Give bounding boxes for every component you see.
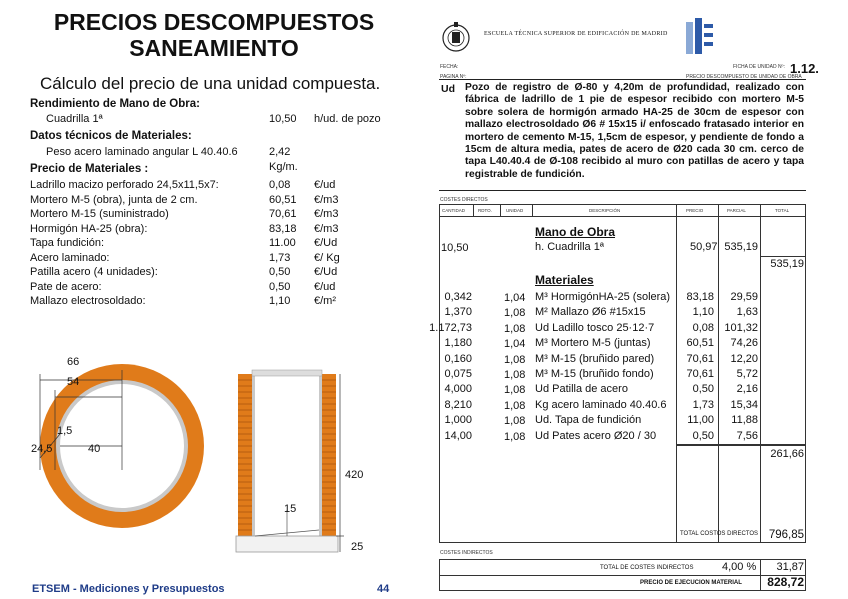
material-row-cant: 1,180 — [444, 337, 472, 350]
material-row-price: 60,51 — [686, 337, 714, 350]
material-row-price: 11,00 — [687, 414, 714, 427]
material-row-cant: 0,342 — [444, 291, 472, 303]
material-row-rdto: 1,08 — [504, 430, 526, 443]
costes-indirectos-label: COSTES INDIRECTOS — [440, 550, 493, 556]
indirectos-label: TOTAL DE COSTES INDIRECTOS — [600, 565, 694, 571]
material-name: Pate de acero: — [30, 280, 102, 293]
material-unit: €/m3 — [314, 193, 339, 206]
material-row-price: 70,61 — [686, 368, 714, 380]
dim-420: 420 — [345, 469, 364, 481]
material-unit: €/Ud — [314, 237, 338, 249]
labor-value: 10,50 — [269, 113, 297, 125]
dim-24-5: 24,5 — [31, 443, 53, 455]
material-name: Tapa fundición: — [30, 237, 104, 249]
dim-66: 66 — [67, 356, 80, 368]
material-row-partial: 5,72 — [736, 368, 758, 380]
material-value: 83,18 — [269, 222, 297, 235]
material-row-cant: 1,370 — [444, 306, 472, 319]
material-row-cant: 14,00 — [444, 429, 472, 442]
col-parcial: PARCIAL — [727, 208, 746, 213]
material-value: 70,61 — [269, 208, 297, 220]
tech-name: Peso acero laminado angular L 40.40.6 — [46, 146, 238, 158]
material-unit: €/ud — [314, 179, 336, 191]
material-row-desc: Ud Pates acero Ø20 / 30 — [535, 429, 657, 442]
material-name: Mortero M-5 (obra), junta de 2 cm. — [30, 193, 198, 206]
labor-name: Cuadrilla 1ª — [46, 113, 103, 125]
material-unit: €/m3 — [314, 208, 339, 220]
material-row-rdto: 1,08 — [504, 384, 526, 397]
col-total: TOTAL — [775, 208, 790, 213]
dim-1-5: 1,5 — [57, 425, 73, 437]
indirectos-value: 31,87 — [776, 561, 804, 573]
material-row-desc: Ud Patilla de acero — [535, 383, 628, 396]
dim-15: 15 — [284, 503, 297, 515]
material-unit: €/Ud — [314, 266, 338, 278]
pem-label: PRECIO DE EJECUCION MATERIAL — [640, 580, 742, 586]
col-descripcion: DESCRIPCIÓN — [589, 208, 621, 213]
manhole-drawing — [0, 340, 430, 570]
material-row-partial: 7,56 — [736, 429, 758, 442]
labor-partial: 535,19 — [724, 241, 758, 253]
university-seal-icon — [441, 20, 471, 56]
header-rule — [439, 79, 806, 80]
material-value: 1,73 — [269, 251, 291, 264]
material-row-desc: M³ Mortero M-5 (juntas) — [535, 337, 651, 350]
description-rule — [439, 190, 806, 191]
material-row-price: 0,08 — [692, 321, 714, 334]
material-row-partial: 2,16 — [736, 383, 758, 396]
footer-label: ETSEM - Mediciones y Presupuestos — [32, 583, 225, 595]
unit-label: Ud — [441, 83, 455, 95]
material-row-price: 0,50 — [692, 383, 714, 396]
material-row-partial: 74,26 — [730, 337, 758, 350]
material-row-rdto: 1,04 — [504, 338, 526, 351]
material-row-cant: 1,000 — [444, 414, 472, 427]
material-row-cant: 0,075 — [444, 368, 472, 380]
description-box — [439, 82, 805, 190]
material-row-price: 1,10 — [692, 306, 714, 319]
material-name: Ladrillo macizo perforado 24,5x11,5x7: — [30, 179, 219, 191]
material-row-rdto: 1,04 — [504, 292, 526, 304]
material-row-desc: M³ M-15 (bruñido fondo) — [535, 368, 654, 380]
pem-value: 828,72 — [767, 575, 804, 589]
labor-price: 50,97 — [690, 241, 718, 253]
labor-unit: h/ud. de pozo — [314, 113, 381, 125]
labor-total: 535,19 — [770, 258, 804, 270]
col-unidad: UNIDAD — [506, 208, 524, 213]
materials-heading: Precio de Materiales : — [30, 163, 149, 175]
base-slab — [236, 536, 338, 552]
unit-code: 1.12. — [790, 61, 819, 76]
material-value: 11.00 — [269, 237, 296, 249]
labor-section-heading: Mano de Obra — [535, 225, 616, 239]
material-row-cant: 1.172,73 — [429, 321, 472, 334]
material-unit: €/m3 — [314, 222, 339, 235]
dim-54: 54 — [67, 376, 80, 388]
material-row-partial: 15,34 — [730, 398, 758, 411]
material-row-price: 70,61 — [686, 352, 714, 365]
material-row-partial: 12,20 — [730, 352, 758, 365]
material-row-rdto: 1,08 — [504, 399, 526, 412]
col-cantidad: CANTIDAD — [442, 208, 466, 213]
col-rdto: RDTO. — [478, 208, 492, 213]
dim-25: 25 — [351, 541, 364, 553]
materials-section-heading: Materiales — [535, 273, 594, 287]
material-row-desc: M³ M-15 (bruñido pared) — [535, 352, 655, 365]
material-row-cant: 8,210 — [444, 398, 472, 411]
material-row-rdto: 1,08 — [504, 307, 526, 320]
col-precio: PRECIO — [686, 208, 704, 213]
material-row-rdto: 1,08 — [504, 369, 526, 381]
material-unit: €/ud — [314, 280, 336, 293]
material-row-desc: Ud Ladillo tosco 25·12·7 — [535, 321, 655, 334]
material-row-rdto: 1,08 — [504, 415, 526, 428]
indirectos-pct: 4,00 % — [722, 561, 757, 573]
tech-value: 2,42 Kg/m. — [269, 146, 298, 173]
material-row-price: 1,73 — [692, 398, 714, 411]
material-row-cant: 4,000 — [444, 383, 472, 396]
material-row-price: 0,50 — [692, 429, 714, 442]
material-row-price: 83,18 — [686, 291, 714, 303]
material-row-desc: Ud. Tapa de fundición — [535, 414, 642, 427]
ficha-label: FICHA DE UNIDAD Nº: — [733, 64, 785, 70]
material-value: 0,50 — [269, 266, 291, 278]
material-unit: €/ Kg — [314, 251, 340, 264]
material-name: Mallazo electrosoldado: — [30, 295, 146, 307]
labor-desc: h. Cuadrilla 1ª — [535, 241, 604, 253]
labor-qty: 10,50 — [441, 242, 469, 254]
dim-40: 40 — [88, 443, 101, 455]
subtitle: Cálculo del precio de una unidad compuesta. — [40, 74, 381, 93]
unit-description: Pozo de registro de Ø-80 y 4,20m de profundidad, realizado con fábrica de ladrillo de 1 pie de espesor recibido con mortero M-5 sobre solera de hormigón armado HA-25 de 30cm de espesor con mallazo electrosoldado Ø6 # 15x15 i/ enfoscado fratasado interior en mortero de cemento M-15, 1,5cm de espesor, y pendiente de fondo a 15cm de altura media, pates de acero de Ø20 cada 30 cm. cerco de tapa L40.40.4 de Ø-108 recibido al muro con patillas de acero y tapa registrable de fundición. — [465, 82, 804, 180]
material-name: Hormigón HA-25 (obra): — [30, 222, 148, 235]
material-name: Acero laminado: — [30, 251, 110, 264]
page-title-line2: SANEAMIENTO — [129, 35, 299, 61]
page-title-line1: PRECIOS DESCOMPUESTOS — [53, 9, 375, 35]
material-value: 0,08 — [269, 179, 291, 191]
material-value: 60,51 — [269, 193, 297, 206]
material-row-rdto: 1,08 — [504, 322, 526, 335]
material-row-desc: M² Mallazo Ø6 #15x15 — [535, 306, 646, 319]
tech-heading: Datos técnicos de Materiales: — [30, 130, 192, 142]
materials-total: 261,66 — [770, 448, 804, 460]
descompuesto-label: PRECIO DESCOMPUESTO DE UNIDAD DE OBRA — [686, 74, 802, 80]
fecha-label: FECHA: — [440, 64, 459, 70]
material-row-rdto: 1,08 — [504, 353, 526, 366]
material-row-partial: 29,59 — [730, 291, 758, 303]
material-value: 0,50 — [269, 280, 291, 293]
school-logo-icon — [686, 18, 716, 56]
material-value: 1,10 — [269, 295, 291, 307]
material-row-desc: Kg acero laminado 40.40.6 — [535, 398, 667, 411]
material-name: Mortero M-15 (suministrado) — [30, 208, 169, 220]
total-directos-label: TOTAL COSTOS DIRECTOS — [679, 531, 758, 537]
material-unit: €/m² — [314, 295, 336, 307]
school-name: ESCUELA TÉCNICA SUPERIOR DE EDIFICACIÓN DE MADRID — [484, 31, 668, 37]
material-row-partial: 1,63 — [736, 306, 758, 319]
material-row-desc: M³ HormigónHA-25 (solera) — [535, 291, 671, 303]
labor-heading: Rendimiento de Mano de Obra: — [30, 98, 200, 110]
page-number: 44 — [377, 583, 390, 595]
material-name: Patilla acero (4 unidades): — [30, 266, 158, 278]
pagina-label: PAGINA Nº: — [440, 74, 467, 80]
material-row-partial: 101,32 — [724, 321, 758, 334]
total-directos-value: 796,85 — [768, 529, 804, 541]
material-row-cant: 0,160 — [444, 352, 472, 365]
costes-directos-label: COSTES DIRECTOS — [440, 197, 488, 203]
material-row-partial: 11,88 — [731, 414, 758, 427]
